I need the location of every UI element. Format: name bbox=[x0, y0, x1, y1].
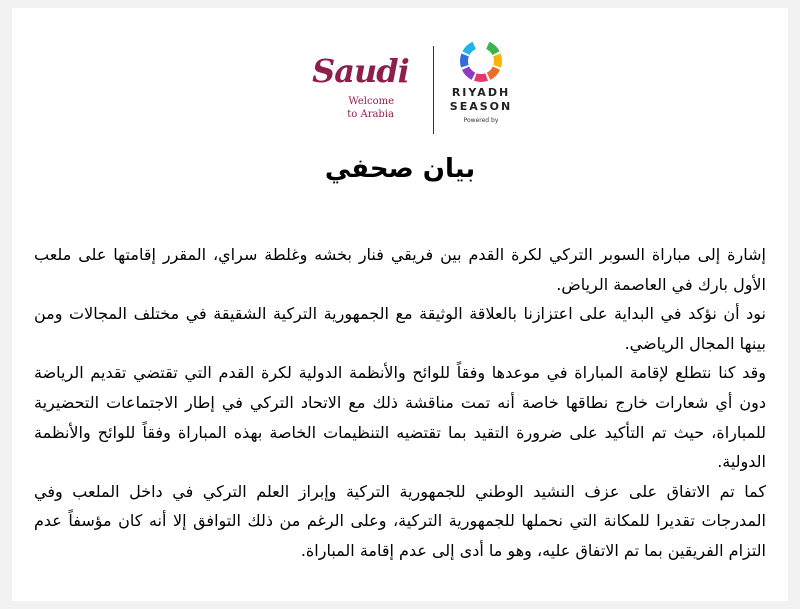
ring-segment bbox=[489, 68, 497, 76]
logo-divider bbox=[433, 46, 434, 134]
body-paragraph: وقد كنا نتطلع لإقامة المباراة في موعدها وفقاً للوائح والأنظمة الدولية لكرة القدم التي تقتضي تقديم الرياضة دون أي شعارات خارج نطاقها خاصة أنه تمت مناقشة ذلك مع الاتحاد التركي في إطار الاجتماعات التحضيرية للمباراة، حيث تم التأكيد على ضرورة التقيد بما تقتضيه التنظيمات الخاصة بهذه المباراة وفقاً للوائح والأنظمة الدولية. bbox=[34, 363, 766, 472]
riyadh-season-line1: RIYADH bbox=[451, 86, 511, 99]
saudi-tagline-line1: Welcome bbox=[348, 96, 394, 107]
press-release-title: بيان صحفي bbox=[324, 154, 476, 184]
saudi-tagline-line2: to Arabia bbox=[347, 109, 394, 120]
ring-segment bbox=[497, 55, 498, 66]
riyadh-season-powered-by: Powered by bbox=[463, 117, 499, 124]
header-logos bbox=[12, 38, 788, 138]
riyadh-season-ring-icon bbox=[458, 38, 504, 84]
body-paragraph: إشارة إلى مباراة السوبر التركي لكرة القدم بين فريقي فنار بخشه وغلطة سراي، المقرر إقامتها على ملعب الأول بارك في العاصمة الرياض. bbox=[34, 245, 766, 294]
body-paragraph: كما تم الاتفاق على عزف النشيد الوطني للجمهورية التركية وإبراز العلم التركي في داخل الملعب وفي المدرجات تقديرا للمكانة التي نحملها للجمهورية التركية، وعلى الرغم من ذلك التوافق إلا أنه كان مؤسفاً عدم التزام الفريقين بما تم الاتفاق عليه، وهو ما أدى إلى عدم إقامة المباراة. bbox=[34, 481, 766, 560]
riyadh-season-line2: SEASON bbox=[449, 100, 513, 113]
press-release-page bbox=[12, 8, 788, 601]
riyadh-season-logo bbox=[446, 38, 516, 138]
ring-segment bbox=[488, 45, 496, 53]
saudi-welcome-logo bbox=[308, 52, 413, 132]
ring-segment bbox=[475, 77, 486, 78]
ring-segment bbox=[466, 68, 474, 76]
ring-segment bbox=[464, 55, 465, 66]
body-paragraph: نود أن نؤكد في البداية على اعتزازنا بالعلاقة الوثيقة مع الجمهورية التركية الشقيقة في مختلف المجالات ومن بينها المجال الرياضي. bbox=[34, 304, 766, 353]
saudi-wordmark: Saudi bbox=[312, 52, 409, 90]
press-release-body bbox=[34, 240, 766, 566]
ring-segment bbox=[466, 45, 474, 53]
